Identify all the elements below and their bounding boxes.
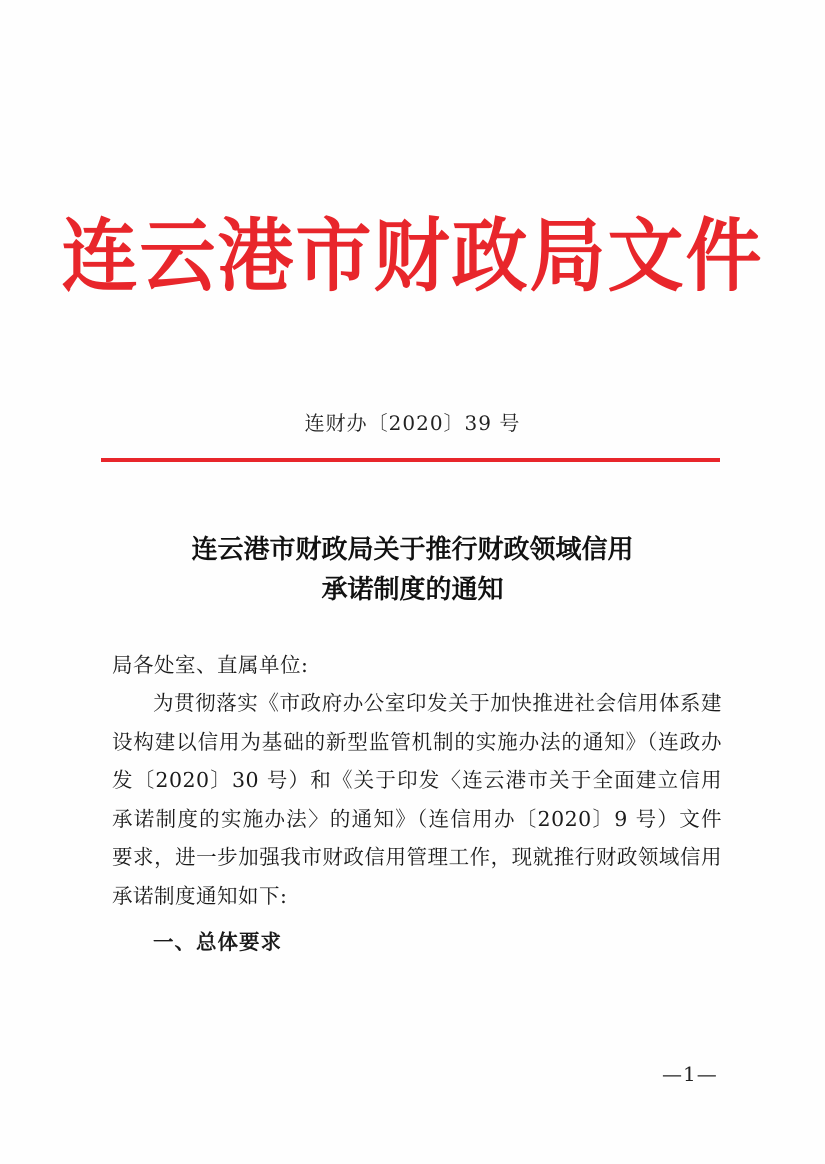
red-divider-line: [101, 458, 720, 462]
notice-title-line-2: 承诺制度的通知: [321, 575, 504, 605]
notice-title: [0, 530, 825, 610]
page-number: —1—: [662, 1062, 718, 1086]
issuing-authority-title: 连云港市财政局文件: [61, 208, 764, 303]
document-number: 连财办〔2020〕39 号: [304, 411, 521, 435]
section-heading: 一、总体要求: [153, 930, 282, 954]
notice-title-line-1: 连云港市财政局关于推行财政领域信用: [191, 535, 634, 565]
addressee: 局各处室、直属单位:: [112, 653, 309, 677]
body-paragraph: 为贯彻落实《市政府办公室印发关于加快推进社会信用体系建设构建以信用为基础的新型监管机制的实施办法的通知》（连政办发〔2020〕30 号）和《关于印发〈连云港市关于全面建立信用承诺制度的实施办法〉的通知》（连信用办〔2020〕9 号）文件要求，进一步加强我市财政信用管理工作，现就推行财政领域信用承诺制度通知如下:: [112, 691, 722, 908]
